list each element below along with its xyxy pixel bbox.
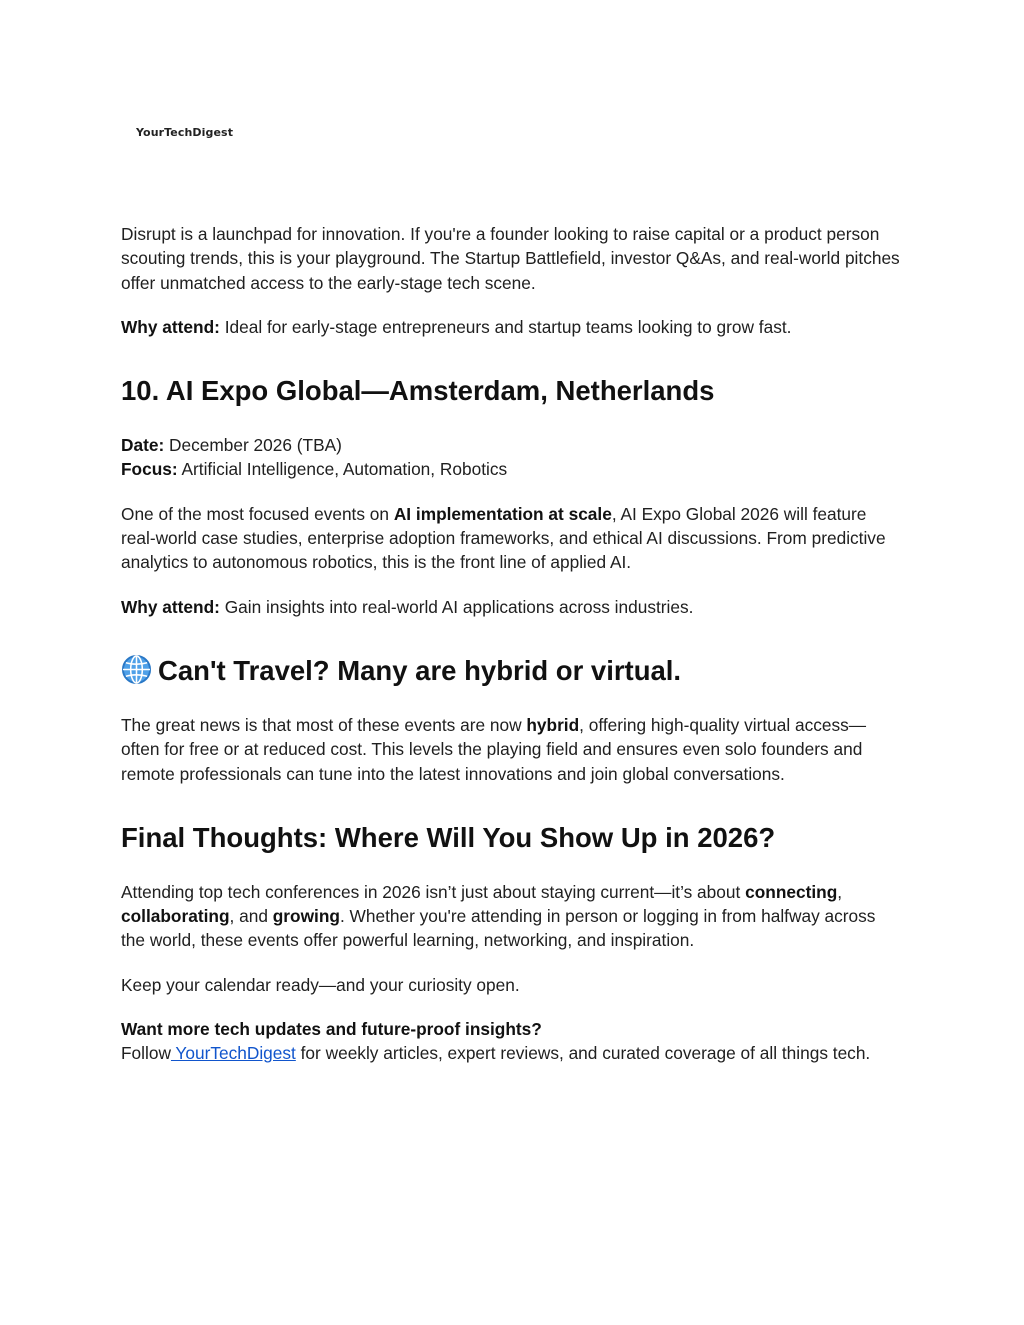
date-label: Date: — [121, 435, 165, 456]
yourtechdigest-link[interactable]: YourTechDigest — [170, 1043, 296, 1064]
calendar-line: Keep your calendar ready—and your curiosity open. — [121, 974, 520, 995]
cta-heading: Want more tech updates and future-proof insights? — [121, 1019, 542, 1040]
section-heading-ai-expo: 10. AI Expo Global—Amsterdam, Netherlands — [121, 375, 715, 407]
section-heading-travel: Can't Travel? Many are hybrid or virtual. — [121, 654, 901, 688]
cta-block: Want more tech updates and future-proof insights? Follow YourTechDigest for weekly articles, expert reviews, and curated coverage of all things tech. — [121, 1019, 871, 1064]
disrupt-why-attend: Why attend: Ideal for early-stage entrepreneurs and startup teams looking to grow fast. — [121, 316, 792, 337]
final-description: Attending top tech conferences in 2026 isn’t just about staying current—it’s about connecting, collaborating, and growing. Whether you're attending in person or logging in from halfway across the world, these events offer powerful learning, networking, and inspiration. — [121, 881, 876, 951]
date-value: December 2026 (TBA) — [164, 435, 342, 456]
why-attend-label: Why attend: — [121, 596, 220, 617]
travel-description: The great news is that most of these events are now hybrid, offering high-quality virtual access—often for free or at reduced cost. This levels the playing field and ensures even solo founders and remote professionals can tune into the latest innovations and join global conversations. — [121, 714, 867, 784]
ai-expo-description: One of the most focused events on AI implementation at scale, AI Expo Global 2026 will feature real-world case studies, enterprise adoption frameworks, and ethical AI discussions. From predictive analytics to autonomous robotics, this is the front line of applied AI. — [121, 503, 886, 573]
globe-icon — [121, 654, 152, 685]
ai-expo-why-attend: Why attend: Gain insights into real-world AI applications across industries. — [121, 596, 694, 617]
disrupt-description: Disrupt is a launchpad for innovation. If you're a founder looking to raise capital or a product person scouting trends, this is your playground. The Startup Battlefield, investor Q&As, and real-world pitches offer unmatched access to the early-stage tech scene. — [121, 224, 900, 293]
why-attend-label: Why attend: — [121, 316, 220, 337]
site-logo: YourTechDigest — [136, 126, 234, 139]
article-body — [121, 222, 901, 1066]
section-heading-final-thoughts: Final Thoughts: Where Will You Show Up in 2026? — [121, 821, 776, 853]
focus-value: Artificial Intelligence, Automation, Robotics — [177, 459, 508, 480]
focus-label: Focus: — [121, 459, 178, 480]
event-meta — [121, 433, 901, 482]
